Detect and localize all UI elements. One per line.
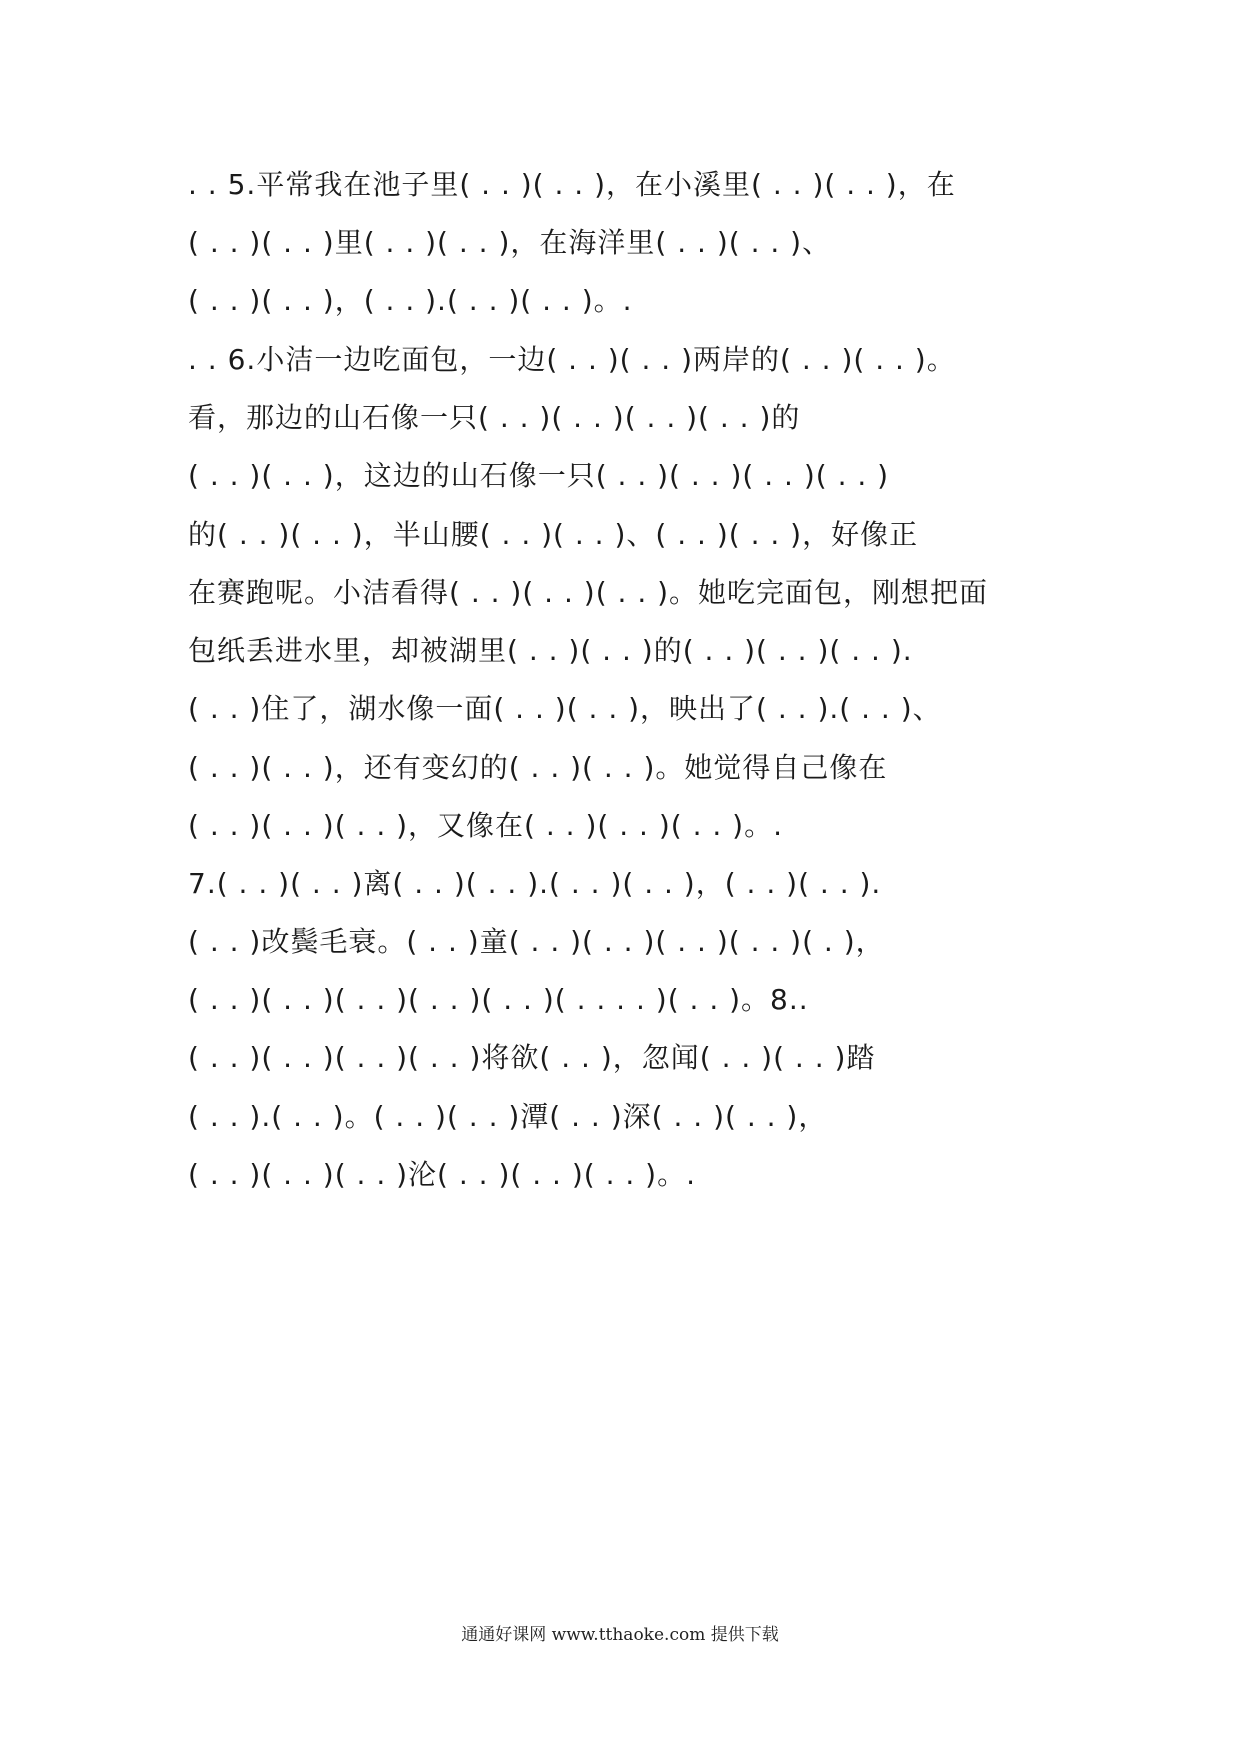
text-line: 在赛跑呢。小洁看得( . . )( . . )( . . )。她吃完面包，刚想把面 (188, 576, 989, 609)
text-line: 看，那边的山石像一只( . . )( . . )( . . )( . . )的 (188, 401, 801, 434)
text-line: 7.( . . )( . . )离( . . )( . . ).( . . )( . . )，( . . )( . . ). (188, 867, 882, 900)
text-line: 包纸丢进水里，却被湖里( . . )( . . )的( . . )( . . )( . . ). (188, 634, 913, 667)
text-line: ( . . )( . . )( . . )( . . )将欲( . . )，忽闻( . . )( . . )踏 (188, 1041, 876, 1074)
text-line: ( . . )( . . )( . . )沦( . . )( . . )( . . )。. (188, 1158, 696, 1191)
text-line: ( . . )( . . )里( . . )( . . )，在海洋里( . . )( . . )、 (188, 226, 832, 259)
text-line: . . 5.平常我在池子里( . . )( . . )，在小溪里( . . )( . . )，在 (188, 168, 956, 201)
text-line: 的( . . )( . . )，半山腰( . . )( . . )、( . . )( . . )，好像正 (188, 518, 919, 551)
text-line: ( . . )( . . )，还有变幻的( . . )( . . )。她觉得自己像在 (188, 751, 888, 784)
text-line: . . 6.小洁一边吃面包，一边( . . )( . . )两岸的( . . )( . . )。 (188, 343, 956, 376)
page-footer: 通通好课网 www.tthaoke.com 提供下载 (461, 1625, 779, 1645)
text-line: ( . . )( . . )，这边的山石像一只( . . )( . . )( . . )( . . ) (188, 459, 890, 492)
text-line: ( . . )住了，湖水像一面( . . )( . . )，映出了( . . ).( . . )、 (188, 692, 942, 725)
text-line: ( . . )改鬓毛衰。( . . )童( . . )( . . )( . . )( . . )( . )， (188, 925, 885, 958)
text-line: ( . . )( . . )( . . )，又像在( . . )( . . )( . . )。. (188, 809, 783, 842)
text-line: ( . . ).( . . )。( . . )( . . )潭( . . )深( . . )( . . )， (188, 1100, 828, 1133)
text-line: ( . . )( . . )( . . )( . . )( . . )( . . . . )( . . )。8.. (188, 983, 809, 1016)
text-line: ( . . )( . . )，( . . ).( . . )( . . )。. (188, 284, 633, 317)
